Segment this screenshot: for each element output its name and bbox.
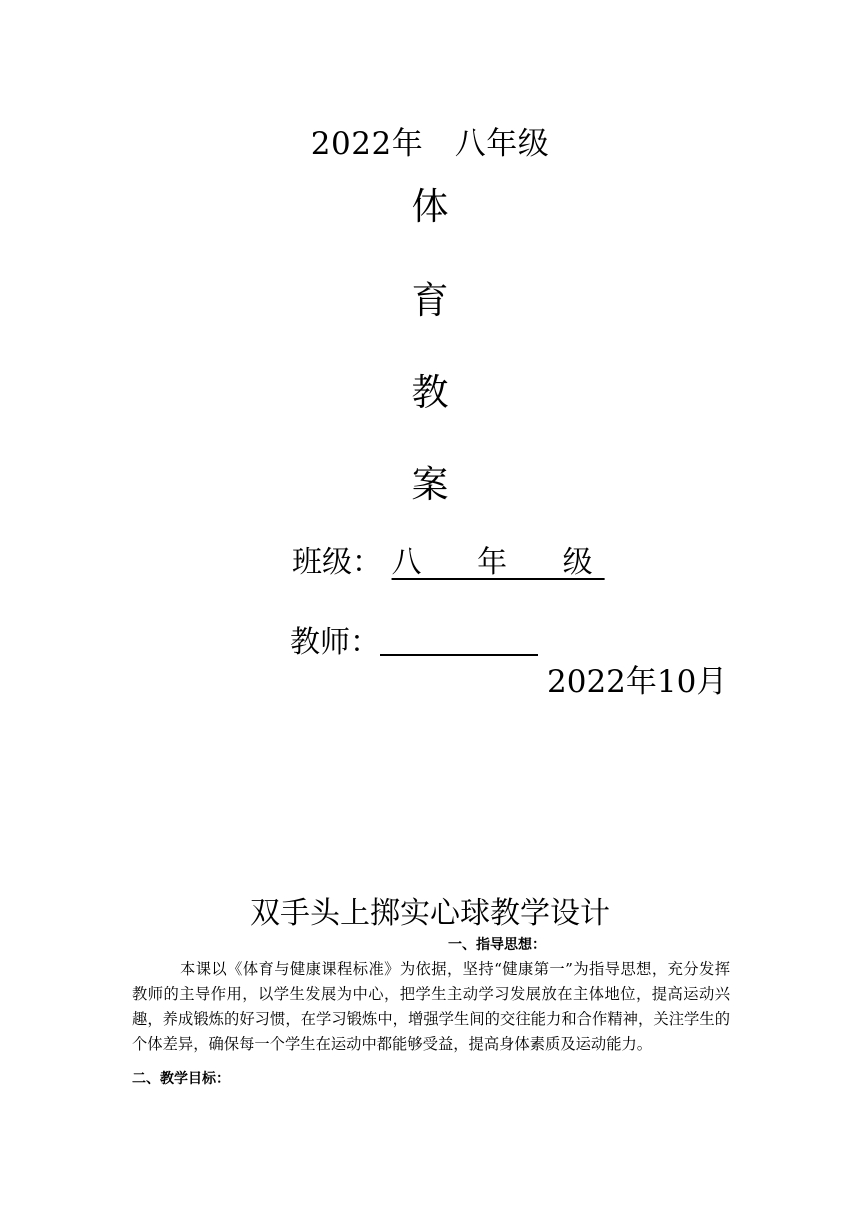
cover-title-char-4: 案: [411, 463, 449, 506]
teacher-line: [290, 620, 538, 666]
class-line: [292, 540, 605, 586]
cover-title-char-2: 育: [411, 279, 449, 322]
lesson-title: 双手头上掷实心球教学设计: [250, 896, 610, 931]
section-heading-teaching-objectives: 二、教学目标：: [132, 1071, 230, 1087]
class-value: 八 年 级: [391, 545, 605, 580]
cover-title-char-3: 教: [411, 371, 449, 414]
guiding-ideology-paragraph: 本课以《体育与健康课程标准》为依据，坚持“健康第一”为指导思想，充分发挥教师的主导作用，以学生发展为中心，把学生主动学习发展放在主体地位，提高运动兴趣，养成锻炼的好习惯，在学习锻炼中，增强学生间的交往能力和合作精神，关注学生的个体差异，确保每一个学生在运动中都能够受益，提高身体素质及运动能力。: [132, 960, 730, 1053]
section-heading-guiding-ideology: 一、指导思想：: [448, 937, 546, 953]
cover-date: 2022年10月: [547, 664, 728, 700]
teacher-name-blank: [380, 620, 538, 656]
class-label: 班级：: [292, 545, 382, 580]
cover-title-char-1: 体: [411, 185, 449, 228]
teacher-label: 教师：: [290, 625, 380, 660]
cover-year-grade: 2022年 八年级: [310, 126, 550, 162]
